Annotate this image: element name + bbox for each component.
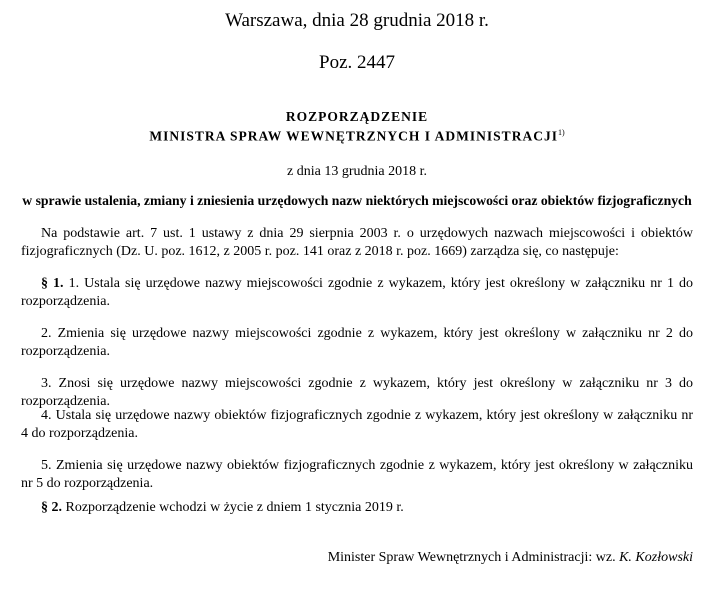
section-1-paragraph-1 — [21, 275, 693, 311]
position-number: Poz. 2447 — [319, 52, 395, 73]
signature-block — [328, 550, 693, 566]
signatory-title: Minister Spraw Wewnętrznych i Administracji: wz. — [327, 550, 616, 565]
paragraph-text: 2. Zmienia się urzędowe nazwy miejscowości zgodnie z wykazem, który jest określony w załączniku nr 2 do rozporządzenia. — [21, 326, 693, 359]
signatory-name: K. Kozłowski — [619, 550, 693, 565]
issue-date: z dnia 13 grudnia 2018 r. — [287, 164, 427, 179]
subject-heading: w sprawie ustalenia, zmiany i zniesienia urzędowych nazw niektórych miejscowości oraz obiektów fizjograficznych — [22, 193, 692, 208]
section-1-paragraph-4 — [21, 407, 693, 443]
legal-basis-paragraph: Na podstawie art. 7 ust. 1 ustawy z dnia 29 sierpnia 2003 r. o urzędowych nazwach miejscowości i obiektów fizjograficznych (Dz. U. poz. 1612, z 2005 r. poz. 141 oraz z 2018 r. poz. 1669) zarządza się, co następuje: — [21, 226, 693, 259]
paragraph-text: 5. Zmienia się urzędowe nazwy obiektów fizjograficznych zgodnie z wykazem, który jest określony w załączniku nr 5 do rozporządzenia. — [21, 458, 693, 491]
section-1-paragraph-3 — [21, 375, 693, 411]
section-1-paragraph-5 — [21, 457, 693, 493]
paragraph-text: 4. Ustala się urzędowe nazwy obiektów fizjograficznych zgodnie z wykazem, który jest określony w załączniku nr 4 do rozporządzenia. — [21, 408, 693, 441]
document-type-title: ROZPORZĄDZENIE — [285, 109, 429, 124]
section-label: § 2. — [41, 500, 62, 515]
footnote-mark: 1) — [557, 128, 565, 137]
issuing-authority-name: MINISTRA SPRAW WEWNĘTRZNYCH I ADMINISTRACJI — [149, 128, 558, 144]
section-label: § 1. — [41, 276, 64, 291]
paragraph-text: 1. Ustala się urzędowe nazwy miejscowości zgodnie z wykazem, który jest określony w załączniku nr 1 do rozporządzenia. — [21, 276, 694, 309]
paragraph-text: Rozporządzenie wchodzi w życie z dniem 1 stycznia 2019 r. — [65, 500, 404, 515]
section-2-paragraph — [21, 499, 693, 517]
paragraph-text: 3. Znosi się urzędowe nazwy miejscowości zgodnie z wykazem, który jest określony w załączniku nr 3 do rozporządzenia. — [21, 376, 693, 409]
issuing-authority-title — [0, 128, 714, 145]
dateline: Warszawa, dnia 28 grudnia 2018 r. — [225, 10, 489, 31]
section-1-paragraph-2 — [21, 325, 693, 361]
